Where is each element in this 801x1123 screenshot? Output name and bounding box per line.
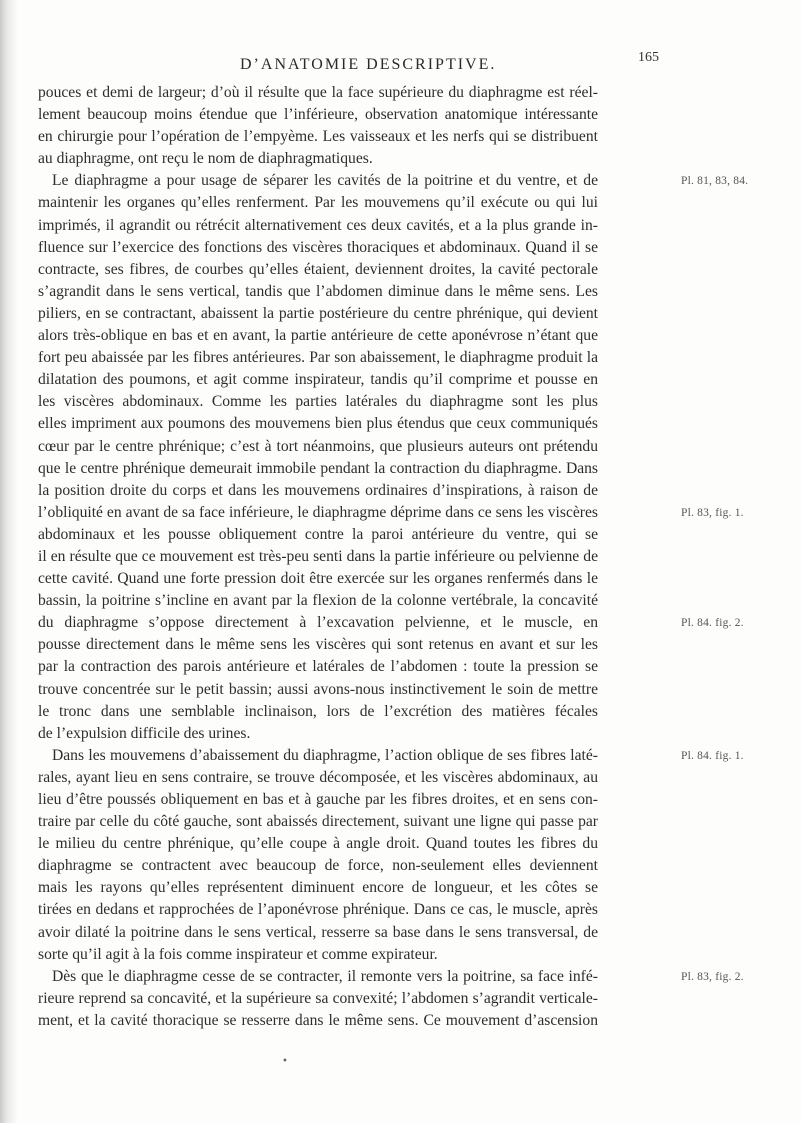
line-text: Le diaphragme a pour usage de séparer les cavités de la poitrine et du ventre, et de	[52, 172, 598, 190]
page-number: 165	[638, 50, 659, 65]
text-line	[38, 568, 778, 590]
text-line	[38, 546, 778, 568]
text-line	[38, 458, 778, 480]
text-line	[38, 192, 778, 214]
text-line	[38, 745, 778, 767]
margin-plate-reference: Pl. 84. fig. 1.	[681, 749, 744, 762]
line-text: de l’expulsion difficile des urines.	[38, 724, 251, 742]
text-line	[38, 811, 778, 833]
line-text: rieure reprend sa concavité, et la supérieure sa convexité; l’abdomen s’agrandit verticale-	[38, 989, 598, 1007]
text-line	[38, 281, 778, 303]
printer-mark: •	[282, 1056, 288, 1067]
line-text: diaphragme se contractent avec beaucoup de force, non-seulement elles deviennent	[38, 857, 598, 875]
line-text: cœur par le centre phrénique; c’est à tort néanmoins, que plusieurs auteurs ont prétendu	[38, 437, 598, 455]
line-text: les viscères abdominaux. Comme les parties latérales du diaphragme sont les plus	[38, 393, 598, 411]
line-text: fluence sur l’exercice des fonctions des viscères thoraciques et abdominaux. Quand il se	[38, 238, 598, 256]
line-text: avoir dilaté la poitrine dans le sens vertical, resserre sa base dans le sens transversal, de	[38, 923, 598, 941]
line-text: en chirurgie pour l’opération de l’empyème. Les vaisseaux et les nerfs qui se distribuent	[38, 128, 598, 146]
line-text: que le centre phrénique demeurait immobile pendant la contraction du diaphragme. Dans	[38, 459, 598, 477]
body-text	[38, 82, 778, 1032]
text-line	[38, 480, 778, 502]
line-text: le tronc dans une semblable inclinaison, lors de l’excrétion des matières fécales	[38, 702, 598, 720]
text-line	[38, 82, 778, 104]
text-line	[38, 170, 778, 192]
line-text: elles impriment aux poumons des mouvemens bien plus étendus que ceux communiqués	[38, 415, 598, 433]
text-line	[38, 215, 778, 237]
text-line	[38, 369, 778, 391]
line-text: la position droite du corps et dans les mouvemens ordinaires d’inspirations, à raison de	[38, 481, 598, 499]
line-text: le milieu du centre phrénique, qu’elle coupe à angle droit. Quand toutes les fibres du	[38, 835, 598, 853]
text-line	[38, 612, 778, 634]
text-line	[38, 347, 778, 369]
text-line	[38, 701, 778, 723]
text-line	[38, 391, 778, 413]
text-line	[38, 436, 778, 458]
line-text: Dès que le diaphragme cesse de se contracter, il remonte vers la poitrine, sa face infé-	[52, 967, 598, 985]
margin-plate-reference: Pl. 84. fig. 2.	[681, 617, 744, 630]
text-line	[38, 126, 778, 148]
text-line	[38, 237, 778, 259]
text-line	[38, 767, 778, 789]
line-text: cette cavité. Quand une forte pression doit être exercée sur les organes renfermés dans le	[38, 570, 598, 588]
line-text: rales, ayant lieu en sens contraire, se trouve décomposée, et les viscères abdominaux, au	[38, 768, 598, 786]
line-text: tirées en dedans et rapprochées de l’aponévrose phrénique. Dans ce cas, le muscle, après	[38, 901, 598, 919]
line-text: maintenir les organes qu’elles renferment. Par les mouvemens qu’il exécute ou qui lui	[38, 194, 598, 212]
text-line	[38, 679, 778, 701]
page-header	[60, 50, 750, 80]
line-text: dilatation des poumons, et agit comme inspirateur, tandis qu’il comprime et pousse en	[38, 371, 598, 389]
text-line	[38, 325, 778, 347]
text-line	[38, 303, 778, 325]
text-line	[38, 634, 778, 656]
margin-plate-reference: Pl. 81, 83, 84.	[681, 175, 749, 188]
line-text: par la contraction des parois antérieure et latérales de l’abdomen : toute la pression se	[38, 658, 598, 676]
text-line	[38, 855, 778, 877]
text-line	[38, 899, 778, 921]
text-line	[38, 104, 778, 126]
text-line	[38, 502, 778, 524]
text-line	[38, 833, 778, 855]
line-text: abdominaux et les pousse obliquement contre la paroi antérieure du ventre, qui se	[38, 525, 598, 543]
text-line	[38, 656, 778, 678]
text-line	[38, 413, 778, 435]
margin-plate-reference: Pl. 83, fig. 2.	[681, 970, 744, 983]
text-line	[38, 148, 778, 170]
line-text: au diaphragme, ont reçu le nom de diaphragmatiques.	[38, 150, 373, 168]
line-text: sorte qu’il agit à la fois comme inspirateur et comme expirateur.	[38, 945, 438, 963]
text-line	[38, 789, 778, 811]
text-line	[38, 877, 778, 899]
text-line	[38, 922, 778, 944]
line-text: Dans les mouvemens d’abaissement du diaphragme, l’action oblique de ses fibres laté-	[52, 746, 598, 764]
line-text: imprimés, il agrandit ou rétrécit alternativement ces deux cavités, et a la plus grande in-	[38, 216, 598, 234]
text-line	[38, 723, 778, 745]
line-text: pouces et demi de largeur; d’où il résulte que la face supérieure du diaphragme est réel-	[38, 84, 598, 101]
line-text: l’obliquité en avant de sa face inférieure, le diaphragme déprime dans ce sens les viscères	[38, 503, 598, 521]
line-text: lement beaucoup moins étendue que l’inférieure, observation anatomique intéressante	[38, 106, 598, 124]
text-line	[38, 259, 778, 281]
line-text: pousse directement dans le même sens les viscères qui sont retenus en avant et sur les	[38, 636, 598, 654]
text-line	[38, 966, 778, 988]
binding-gutter	[0, 0, 18, 1123]
line-text: contracte, ses fibres, de courbes qu’elles étaient, deviennent droites, la cavité pectorale	[38, 260, 598, 278]
line-text: alors très-oblique en bas et en avant, la partie antérieure de cette aponévrose n’étant que	[38, 327, 598, 345]
line-text: lieu d’être poussés obliquement en bas et à gauche par les fibres droites, et en sens con-	[38, 791, 598, 808]
line-text: mais les rayons qu’elles représentent diminuent encore de longueur, et les côtes se	[38, 879, 598, 897]
line-text: trouve concentrée sur le petit bassin; aussi avons-nous instinctivement le soin de mettre	[38, 680, 598, 698]
margin-plate-reference: Pl. 83, fig. 1.	[681, 506, 744, 519]
line-text: s’agrandit dans le sens vertical, tandis que l’abdomen diminue dans le même sens. Les	[38, 282, 598, 300]
line-text: bassin, la poitrine s’incline en avant par la flexion de la colonne vertébrale, la concavité	[38, 592, 598, 610]
line-text: traire par celle du côté gauche, sont abaissés directement, suivant une ligne qui passe par	[38, 813, 598, 831]
line-text: il en résulte que ce mouvement est très-peu senti dans la partie inférieure ou pelvienne de	[38, 547, 598, 565]
line-text: fort peu abaissée par les fibres antérieures. Par son abaissement, le diaphragme produit la	[38, 349, 598, 367]
text-line	[38, 1010, 778, 1032]
text-line	[38, 590, 778, 612]
text-line	[38, 944, 778, 966]
text-line	[38, 524, 778, 546]
running-title: D’ANATOMIE DESCRIPTIVE.	[240, 56, 497, 73]
line-text: piliers, en se contractant, abaissent la partie postérieure du centre phrénique, qui devient	[38, 304, 598, 322]
line-text: ment, et la cavité thoracique se resserre dans le même sens. Ce mouvement d’ascension	[38, 1011, 598, 1029]
line-text: du diaphragme s’oppose directement à l’excavation pelvienne, et le muscle, en	[38, 614, 598, 632]
text-line	[38, 988, 778, 1010]
